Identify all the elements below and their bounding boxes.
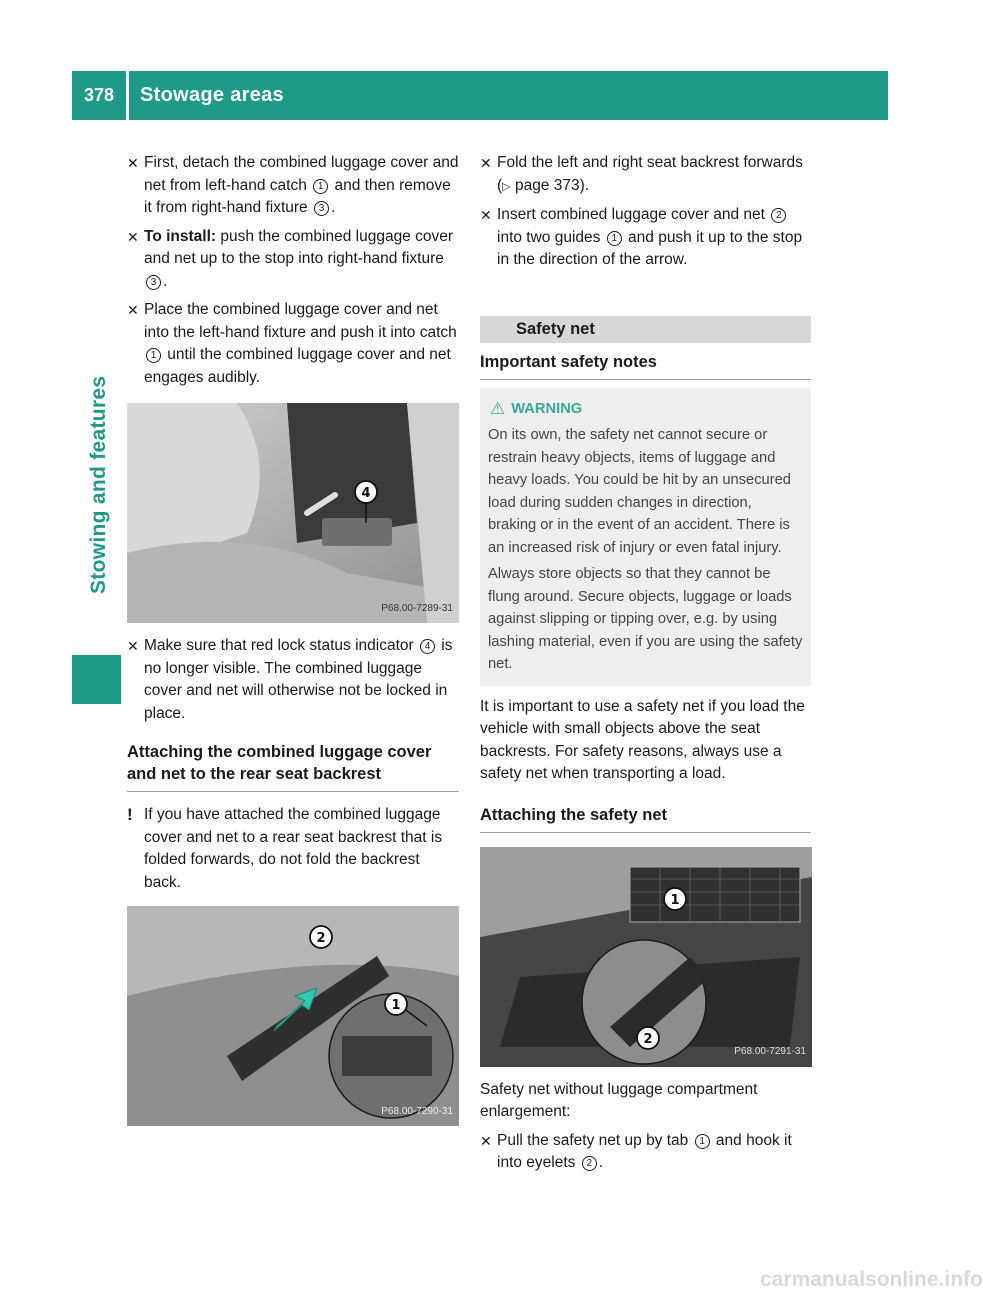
photo-rear-seat-backrest bbox=[127, 906, 459, 1126]
side-tab-marker bbox=[72, 655, 121, 704]
page-title: Stowage areas bbox=[140, 84, 284, 106]
step-arrow-icon: ✕ bbox=[127, 638, 139, 654]
svg-text:2: 2 bbox=[643, 1031, 653, 1047]
section-heading: Attaching the combined luggage cover and net to the rear seat backrest bbox=[127, 741, 459, 792]
step-arrow-icon: ✕ bbox=[480, 207, 492, 223]
svg-text:2: 2 bbox=[316, 931, 326, 946]
watermark-footer: carmanualsonline.info bbox=[760, 1268, 983, 1291]
figure-code: P68.00-7291-31 bbox=[734, 1046, 806, 1057]
side-tab-label: Stowing and features bbox=[87, 375, 110, 594]
instruction-step: ✕ Place the combined luggage cover and net into the left-hand fixture and push it into catch 1 until the combined luggage cover and net engages audibly. bbox=[127, 301, 457, 386]
left-column bbox=[127, 152, 459, 1126]
page-ref-icon: ▷ bbox=[502, 180, 511, 193]
callout-number: 4 bbox=[420, 639, 435, 654]
photo-safety-net bbox=[480, 847, 812, 1067]
instruction-step: ✕ Pull the safety net up by tab 1 and hook it into eyelets 2 . bbox=[480, 1131, 792, 1171]
caption-paragraph: Safety net without luggage compartment enlargement: bbox=[480, 1080, 758, 1120]
svg-text:4: 4 bbox=[361, 486, 371, 501]
figure-code: P68.00-7289-31 bbox=[381, 602, 453, 614]
instruction-step: ✕ Make sure that red lock status indicator 4 is no longer visible. The combined luggage cover and net will otherwise not be locked in place. bbox=[127, 637, 453, 722]
section-heading: Important safety notes bbox=[480, 351, 811, 380]
callout-number: 1 bbox=[313, 179, 328, 194]
svg-text:1: 1 bbox=[670, 892, 680, 908]
step-arrow-icon: ✕ bbox=[480, 155, 492, 171]
right-column bbox=[480, 152, 811, 1181]
warning-paragraph: Always store objects so that they cannot be flung around. Secure objects, luggage or loads against slipping or tipping over, e.g. by using lashing material, even if you are using the safety net. bbox=[488, 566, 803, 672]
body-paragraph: It is important to use a safety net if you load the vehicle with small objects above the seat backrests. For safety reasons, always use a safety net when transporting a load. bbox=[480, 697, 805, 782]
caution-note: ! If you have attached the combined luggage cover and net to a rear seat backrest that is folded forwards, do not fold the backrest back. bbox=[127, 805, 443, 891]
callout-number: 2 bbox=[582, 1156, 597, 1171]
exclamation-icon: ! bbox=[127, 805, 133, 824]
instruction-step: ✕ Fold the left and right seat backrest forwards (▷ page 373). bbox=[480, 154, 803, 194]
section-bar: Safety net bbox=[480, 316, 811, 343]
callout-number: 3 bbox=[314, 201, 329, 216]
figure-code: P68.00-7290-31 bbox=[381, 1105, 453, 1117]
warning-triangle-icon: ⚠ bbox=[490, 398, 506, 418]
warning-title: ⚠ WARNING bbox=[488, 398, 803, 421]
photo-lock-indicator bbox=[127, 403, 459, 623]
step-arrow-icon: ✕ bbox=[127, 302, 139, 318]
step-arrow-icon: ✕ bbox=[127, 228, 139, 245]
instruction-step: ✕ To install: push the combined luggage cover and net up to the stop into right-hand fixture 3 . bbox=[127, 227, 454, 290]
warning-paragraph: On its own, the safety net cannot secure or restrain heavy objects, items of luggage and heavy loads. You could be hit by an unsecured load during sudden changes in direction, braking or in the event of an accident. There is an increased risk of injury or even fatal injury. bbox=[488, 427, 791, 556]
callout-number: 1 bbox=[607, 231, 622, 246]
section-heading: Attaching the safety net bbox=[480, 804, 811, 833]
page-number: 378 bbox=[83, 85, 115, 105]
warning-box bbox=[480, 388, 811, 686]
instruction-step: ✕ Insert combined luggage cover and net 2 into two guides 1 and push it up to the stop in the direction of the arrow. bbox=[480, 206, 803, 268]
step-arrow-icon: ✕ bbox=[127, 155, 139, 171]
instruction-step: ✕ First, detach the combined luggage cover and net from left-hand catch 1 and then remove it from right-hand fixture 3 . bbox=[127, 154, 459, 216]
header-separator bbox=[126, 71, 129, 120]
svg-text:1: 1 bbox=[391, 998, 401, 1013]
callout-number: 3 bbox=[146, 275, 161, 290]
callout-number: 2 bbox=[771, 208, 786, 223]
callout-number: 1 bbox=[146, 348, 161, 363]
callout-number: 1 bbox=[695, 1134, 710, 1149]
step-arrow-icon: ✕ bbox=[480, 1132, 492, 1149]
